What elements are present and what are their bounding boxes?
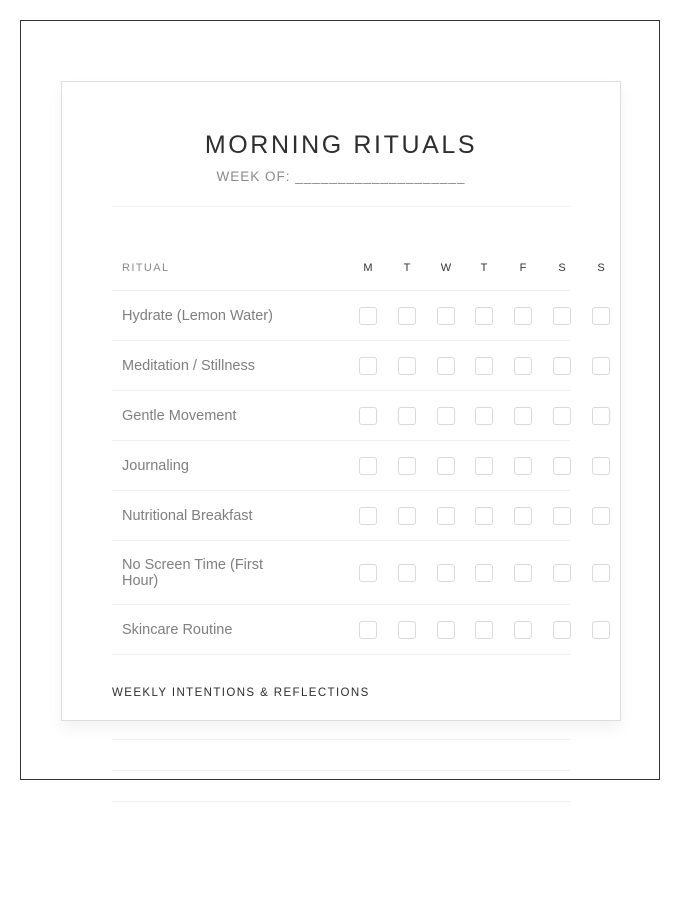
day-checkbox[interactable] — [514, 407, 532, 425]
week-of-field[interactable]: WEEK OF: ____________________ — [216, 169, 466, 184]
day-checkbox[interactable] — [359, 307, 377, 325]
ritual-label: Meditation / Stillness — [122, 357, 255, 374]
table-row — [112, 441, 570, 491]
ritual-label: Skincare Routine — [122, 621, 233, 638]
ritual-label: No Screen Time (First Hour) — [122, 556, 263, 589]
day-checkbox[interactable] — [592, 507, 610, 525]
day-checkbox[interactable] — [437, 457, 455, 475]
day-checkbox[interactable] — [475, 307, 493, 325]
day-checkbox[interactable] — [437, 357, 455, 375]
ritual-label: Journaling — [122, 457, 189, 474]
day-checkbox[interactable] — [592, 357, 610, 375]
day-checkbox[interactable] — [475, 564, 493, 582]
day-checkbox[interactable] — [398, 357, 416, 375]
day-checkbox[interactable] — [553, 307, 571, 325]
day-header: S — [558, 262, 566, 274]
table-row — [112, 541, 570, 605]
day-checkbox[interactable] — [359, 564, 377, 582]
table-row — [112, 605, 570, 655]
table-row — [112, 491, 570, 541]
day-checkbox[interactable] — [592, 307, 610, 325]
day-checkbox[interactable] — [553, 407, 571, 425]
day-checkbox[interactable] — [359, 621, 377, 639]
day-checkbox[interactable] — [359, 357, 377, 375]
table-header — [112, 242, 605, 291]
day-checkbox[interactable] — [592, 621, 610, 639]
day-checkbox[interactable] — [475, 357, 493, 375]
ritual-label: Gentle Movement — [122, 407, 237, 424]
day-checkbox[interactable] — [514, 357, 532, 375]
day-checkbox[interactable] — [359, 457, 377, 475]
day-checkbox[interactable] — [514, 457, 532, 475]
day-header: M — [363, 262, 373, 274]
day-checkbox[interactable] — [475, 407, 493, 425]
day-checkbox[interactable] — [437, 307, 455, 325]
day-checkbox[interactable] — [553, 621, 571, 639]
day-checkbox[interactable] — [514, 621, 532, 639]
ritual-table — [112, 242, 605, 655]
day-checkbox[interactable] — [437, 507, 455, 525]
day-checkbox[interactable] — [398, 564, 416, 582]
page-title: MORNING RITUALS — [204, 131, 478, 159]
day-checkbox[interactable] — [437, 407, 455, 425]
intentions-heading: WEEKLY INTENTIONS & REFLECTIONS — [112, 687, 370, 699]
table-body — [112, 291, 570, 655]
day-checkbox[interactable] — [359, 507, 377, 525]
day-header: T — [403, 262, 411, 274]
day-checkbox[interactable] — [553, 457, 571, 475]
day-checkbox[interactable] — [592, 457, 610, 475]
reflection-line[interactable] — [112, 739, 570, 740]
day-checkbox[interactable] — [437, 564, 455, 582]
day-checkbox[interactable] — [475, 507, 493, 525]
ritual-column-header: RITUAL — [122, 262, 170, 274]
day-checkbox[interactable] — [437, 621, 455, 639]
table-row — [112, 341, 570, 391]
reflection-line[interactable] — [112, 770, 570, 771]
header-divider — [112, 206, 570, 207]
day-checkbox[interactable] — [592, 564, 610, 582]
table-row — [112, 391, 570, 441]
day-checkbox[interactable] — [592, 407, 610, 425]
day-checkbox[interactable] — [553, 564, 571, 582]
day-checkbox[interactable] — [475, 621, 493, 639]
day-checkbox[interactable] — [514, 507, 532, 525]
ritual-label: Nutritional Breakfast — [122, 507, 253, 524]
reflection-line[interactable] — [112, 801, 570, 802]
day-checkbox[interactable] — [514, 564, 532, 582]
day-header: F — [519, 262, 527, 274]
day-checkbox[interactable] — [398, 307, 416, 325]
day-checkbox[interactable] — [398, 507, 416, 525]
table-row — [112, 291, 570, 341]
day-checkbox[interactable] — [398, 407, 416, 425]
day-header: W — [440, 262, 452, 274]
day-header: T — [480, 262, 488, 274]
ritual-card — [61, 81, 621, 721]
day-checkbox[interactable] — [398, 621, 416, 639]
day-checkbox[interactable] — [475, 457, 493, 475]
day-checkbox[interactable] — [398, 457, 416, 475]
day-checkbox[interactable] — [514, 307, 532, 325]
day-checkbox[interactable] — [553, 507, 571, 525]
ritual-label: Hydrate (Lemon Water) — [122, 307, 273, 324]
day-checkbox[interactable] — [553, 357, 571, 375]
day-checkbox[interactable] — [359, 407, 377, 425]
day-header: S — [597, 262, 605, 274]
